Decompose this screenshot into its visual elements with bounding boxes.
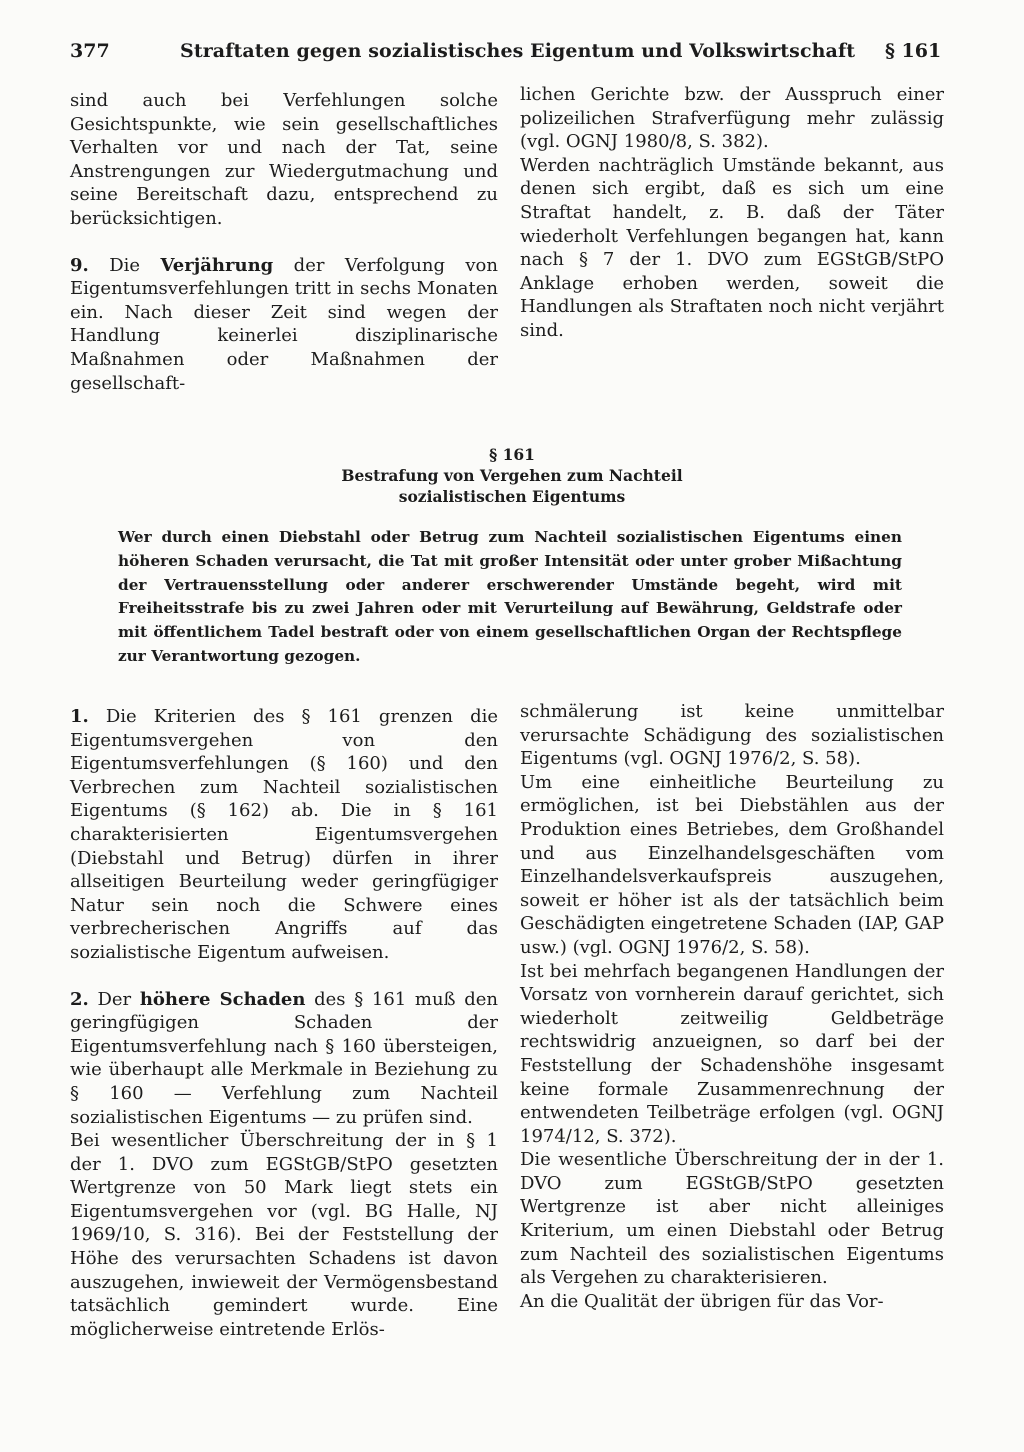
top-right-column — [520, 83, 944, 343]
paragraph: Um eine einheitliche Beurteilung zu ermöglichen, ist bei Diebstählen aus der Produktion eines Betriebes, dem Großhandel und aus Einzelhandelsgeschäften vom Einzelhandelsverkaufspreis auszugehen, soweit er höher ist als der tatsächlich beim Geschädigten eingetretene Schaden (IAP, GAP usw.) (vgl. OGNJ 1976/2, S. 58). — [520, 771, 944, 958]
top-left-column — [70, 89, 498, 395]
paragraph: Werden nachträglich Umstände bekannt, aus denen sich ergibt, daß es sich um eine Straftat handelt, z. B. daß der Täter wiederholt Verfehlungen begangen hat, kann nach § 7 der 1. DVO zum EGStGB/StPO Anklage erhoben werden, soweit die Handlungen als Straftaten noch nicht verjährt sind. — [520, 154, 944, 341]
paragraph: Ist bei mehrfach begangenen Handlungen der Vorsatz von vornherein darauf gerichtet, sich wiederholt zeitweilig Geldbeträge rechtswidrig anzueignen, so darf bei der Feststellung der Schadenshöhe insgesamt keine formale Zusammenrechnung der entwendeten Teilbeträge erfolgen (vgl. OGNJ 1974/12, S. 372). — [520, 960, 944, 1147]
paragraph-number: 9. — [70, 254, 89, 276]
paragraph-9: 9. Die Verjährung der Verfolgung von Eigentumsverfehlungen tritt in sechs Monaten ein. Nach dieser Zeit sind wegen der Handlung keinerlei disziplinarische Maßnahmen oder Maßnahmen der gesellschaft- — [70, 254, 498, 394]
paragraph: lichen Gerichte bzw. der Ausspruch einer polizeilichen Strafverfügung mehr zulässig (vgl. OGNJ 1980/8, S. 382). — [520, 84, 944, 153]
running-section: § 161 — [885, 40, 942, 62]
paragraph: Bei wesentlicher Überschreitung der in § 1 der 1. DVO zum EGStGB/StPO gesetzten Wertgrenze von 50 Mark liegt stets ein Eigentumsvergehen vor (vgl. BG Halle, NJ 1969/10, S. 316). Bei der Feststellung der Höhe des verursachten Schadens ist davon auszugehen, inwieweit der Vermögensbestand tatsächlich gemindert wurde. Eine möglicherweise eintretende Erlös- — [70, 1130, 498, 1340]
section-title-line: sozialistischen Eigentums — [398, 487, 626, 506]
bottom-right-column — [520, 700, 944, 1313]
paragraph: Die wesentliche Überschreitung der in der 1. DVO zum EGStGB/StPO gesetzten Wertgrenze ist aber nicht alleiniges Kriterium, um einen Diebstahl oder Betrug zum Nachteil des sozialistischen Eigentums als Vergehen zu charakterisieren. — [520, 1149, 944, 1289]
bottom-left-column — [70, 705, 498, 1341]
section-number: § 161 — [489, 445, 535, 464]
paragraph-1: 1. Die Kriterien des § 161 grenzen die Eigentumsvergehen von den Eigentumsverfehlungen (§ 160) und den Verbrechen zum Nachteil sozialistischen Eigentums (§ 162) ab. Die in § 161 charakterisierten Eigentumsvergehen (Diebstahl und Betrug) dürfen in ihrer allseitigen Beurteilung weder geringfügiger Natur sein noch die Schwere eines verbrecherischen Angriffs auf das sozialistische Eigentum aufweisen. — [70, 706, 498, 963]
statute-text: Wer durch einen Diebstahl oder Betrug zum Nachteil sozialistischen Eigentums einen höheren Schaden verursacht, die Tat mit großer Intensität oder unter grober Mißachtung der Vertrauensstellung oder anderer erschwerender Umstände begeht, wird mit Freiheitsstrafe bis zu zwei Jahren oder mit Verurteilung auf Bewährung, Geldstrafe oder mit öffentlichem Tadel bestraft oder von einem gesellschaftlichen Organ der Rechtspflege zur Verantwortung gezogen. — [118, 528, 902, 665]
section-title-line: Bestrafung von Vergehen zum Nachteil — [341, 466, 683, 485]
paragraph-number: 2. — [70, 988, 89, 1010]
emphasis: Verjährung — [160, 254, 274, 276]
emphasis: höhere Schaden — [139, 988, 306, 1010]
paragraph: sind auch bei Verfehlungen solche Gesichtspunkte, wie sein gesellschaftliches Verhalten vor und nach der Tat, seine Anstrengungen zur Wiedergutmachung und seine Bereitschaft dazu, entsprechend zu berücksichtigen. — [70, 90, 498, 229]
paragraph-2: 2. Der höhere Schaden des § 161 muß den geringfügigen Schaden der Eigentumsverfehlung nach § 160 übersteigen, wie überhaupt alle Merkmale in Beziehung zu § 160 — Verfehlung zum Nachteil sozialistischen Eigentums — zu prüfen sind. — [70, 988, 498, 1128]
paragraph-number: 1. — [70, 706, 89, 727]
running-title: Straftaten gegen sozialistisches Eigentum und Volkswirtschaft — [180, 40, 856, 62]
running-header — [0, 40, 1024, 74]
paragraph: An die Qualität der übrigen für das Vor- — [520, 1290, 884, 1312]
section-heading — [120, 444, 904, 507]
page-number: 377 — [70, 40, 110, 62]
paragraph: schmälerung ist keine unmittelbar verursachte Schädigung des sozialistischen Eigentums (vgl. OGNJ 1976/2, S. 58). — [520, 701, 944, 770]
